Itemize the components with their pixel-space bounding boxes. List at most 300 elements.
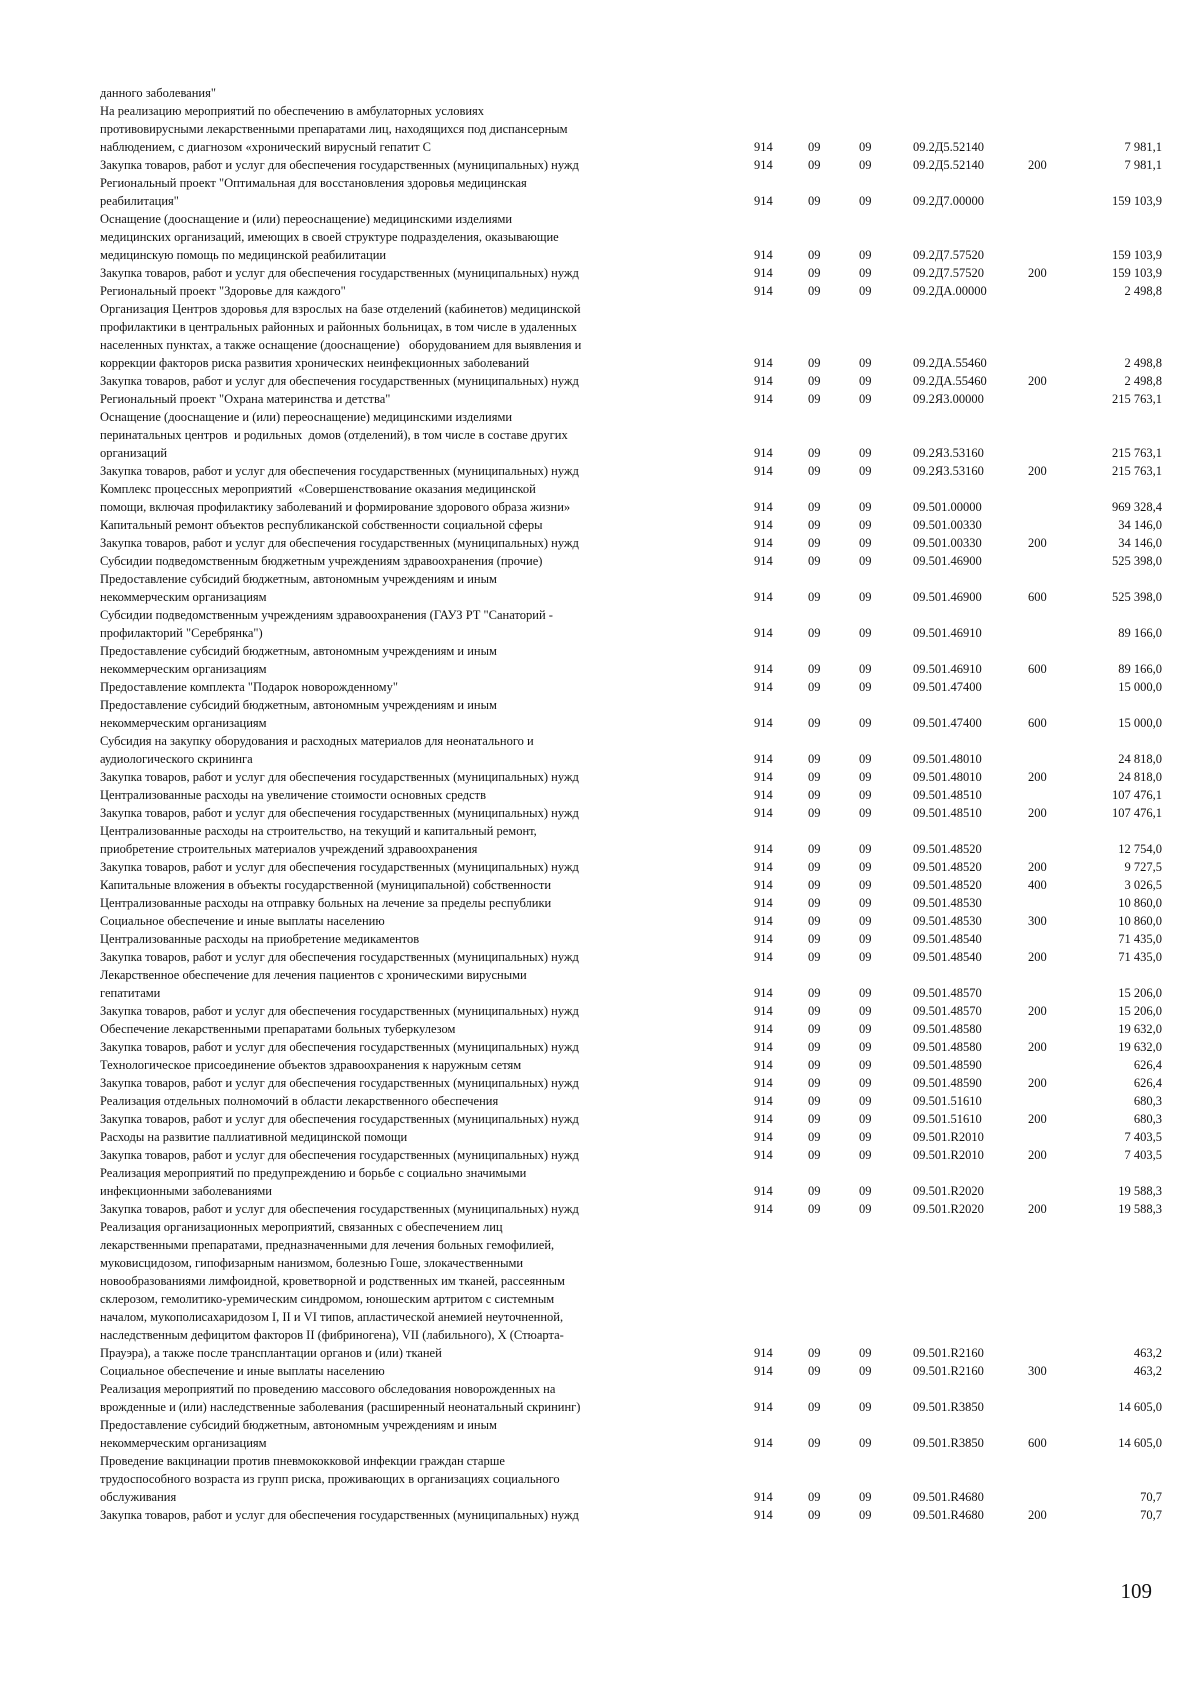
- row-description: Реализация организационных мероприятий, связанных с обеспечением лиц лекарственными препаратами, предназначенными для лечения больных гемофилией, муковисцидозом, гипофизарным нанизмом, болезнью Гоше, злокачественными новообразованиями лимфоидной, кроветворной и родственных им тканей, рассеянным склерозом, гемолитико-уремическим синдромом, юношеским артритом с системным началом, мукополисахаридозом I, II и VI типов, апластической анемией неуточненной, наследственным дефицитом факторов II (фибриногена), VII (лабильного), X (Стюарта- Прауэра), а также после трансплантации органов и (или) тканей: [100, 1220, 565, 1360]
- target-article-code: 09.501.48590: [913, 1076, 982, 1090]
- amount: 626,4: [1133, 1058, 1162, 1072]
- table-row: [0, 1038, 1200, 1056]
- ministry-code: 914: [754, 1346, 773, 1360]
- row-description: Централизованные расходы на приобретение медикаментов: [100, 932, 420, 946]
- row-description: Региональный проект "Охрана материнства и детства": [100, 392, 391, 406]
- table-row: [0, 390, 1200, 408]
- subsection-code: 09: [859, 1202, 872, 1216]
- section-code: 09: [808, 1364, 821, 1378]
- subsection-code: 09: [859, 284, 872, 298]
- amount: 24 818,0: [1118, 752, 1162, 766]
- subsection-code: 09: [859, 194, 872, 208]
- target-article-code: 09.501.48570: [913, 986, 982, 1000]
- subsection-code: 09: [859, 1508, 872, 1522]
- target-article-code: 09.501.48580: [913, 1040, 982, 1054]
- table-row: [0, 462, 1200, 480]
- ministry-code: 914: [754, 266, 773, 280]
- table-row: [0, 1002, 1200, 1020]
- row-description: Предоставление субсидий бюджетным, автономным учреждениям и иным некоммерческим организациям: [100, 572, 497, 604]
- amount: 107 476,1: [1112, 806, 1162, 820]
- ministry-code: 914: [754, 1094, 773, 1108]
- amount: 34 146,0: [1118, 518, 1162, 532]
- table-row: [0, 102, 1200, 156]
- table-row: [0, 1164, 1200, 1200]
- ministry-code: 914: [754, 626, 773, 640]
- amount: 9 727,5: [1124, 860, 1162, 874]
- amount: 215 763,1: [1112, 446, 1162, 460]
- table-row: [0, 1074, 1200, 1092]
- section-code: 09: [808, 770, 821, 784]
- amount: 15 000,0: [1118, 716, 1162, 730]
- amount: 14 605,0: [1118, 1436, 1162, 1450]
- section-code: 09: [808, 752, 821, 766]
- row-description: Лекарственное обеспечение для лечения пациентов с хроническими вирусными гепатитами: [100, 968, 527, 1000]
- target-article-code: 09.501.R2020: [913, 1202, 984, 1216]
- subsection-code: 09: [859, 1130, 872, 1144]
- section-code: 09: [808, 1004, 821, 1018]
- row-description: Закупка товаров, работ и услуг для обеспечения государственных (муниципальных) нужд: [100, 464, 579, 478]
- section-code: 09: [808, 554, 821, 568]
- ministry-code: 914: [754, 932, 773, 946]
- section-code: 09: [808, 878, 821, 892]
- subsection-code: 09: [859, 500, 872, 514]
- row-description: Закупка товаров, работ и услуг для обеспечения государственных (муниципальных) нужд: [100, 1148, 579, 1162]
- expense-type-code: 200: [1028, 374, 1047, 388]
- subsection-code: 09: [859, 914, 872, 928]
- section-code: 09: [808, 806, 821, 820]
- table-row: [0, 156, 1200, 174]
- row-description: Оснащение (дооснащение и (или) переоснащение) медицинскими изделиями перинатальных центров и родильных домов (отделений), в том числе в составе других организаций: [100, 410, 568, 460]
- subsection-code: 09: [859, 518, 872, 532]
- ministry-code: 914: [754, 1112, 773, 1126]
- target-article-code: 09.501.00330: [913, 536, 982, 550]
- table-row: [0, 1506, 1200, 1524]
- ministry-code: 914: [754, 896, 773, 910]
- target-article-code: 09.501.48520: [913, 878, 982, 892]
- amount: 14 605,0: [1118, 1400, 1162, 1414]
- subsection-code: 09: [859, 752, 872, 766]
- amount: 107 476,1: [1112, 788, 1162, 802]
- table-row: [0, 822, 1200, 858]
- amount: 159 103,9: [1112, 194, 1162, 208]
- ministry-code: 914: [754, 680, 773, 694]
- amount: 24 818,0: [1118, 770, 1162, 784]
- expense-type-code: 200: [1028, 1202, 1047, 1216]
- table-row: [0, 1128, 1200, 1146]
- amount: 70,7: [1140, 1508, 1162, 1522]
- table-row: [0, 678, 1200, 696]
- table-row: [0, 264, 1200, 282]
- section-code: 09: [808, 1508, 821, 1522]
- section-code: 09: [808, 626, 821, 640]
- table-row: [0, 1056, 1200, 1074]
- expense-type-code: 200: [1028, 1148, 1047, 1162]
- target-article-code: 09.501.46900: [913, 554, 982, 568]
- target-article-code: 09.501.00000: [913, 500, 982, 514]
- row-description: Реализация мероприятий по проведению массового обследования новорожденных на врожденные и (или) наследственные заболевания (расширенный неонатальный скрининг): [100, 1382, 581, 1414]
- subsection-code: 09: [859, 158, 872, 172]
- table-row: [0, 1146, 1200, 1164]
- section-code: 09: [808, 356, 821, 370]
- target-article-code: 09.2Я3.53160: [913, 446, 984, 460]
- amount: 71 435,0: [1118, 950, 1162, 964]
- ministry-code: 914: [754, 1508, 773, 1522]
- amount: 19 632,0: [1118, 1022, 1162, 1036]
- ministry-code: 914: [754, 1436, 773, 1450]
- ministry-code: 914: [754, 662, 773, 676]
- target-article-code: 09.501.R4680: [913, 1508, 984, 1522]
- ministry-code: 914: [754, 392, 773, 406]
- target-article-code: 09.2ДА.00000: [913, 284, 987, 298]
- amount: 89 166,0: [1118, 626, 1162, 640]
- row-description: Реализация мероприятий по предупреждению и борьбе с социально значимыми инфекционными заболеваниями: [100, 1166, 527, 1198]
- target-article-code: 09.2Д5.52140: [913, 140, 985, 154]
- row-description: Закупка товаров, работ и услуг для обеспечения государственных (муниципальных) нужд: [100, 1202, 579, 1216]
- table-row: [0, 1092, 1200, 1110]
- subsection-code: 09: [859, 464, 872, 478]
- subsection-code: 09: [859, 770, 872, 784]
- section-code: 09: [808, 194, 821, 208]
- ministry-code: 914: [754, 860, 773, 874]
- subsection-code: 09: [859, 536, 872, 550]
- subsection-code: 09: [859, 554, 872, 568]
- row-description: На реализацию мероприятий по обеспечению в амбулаторных условиях противовирусными лекарственными препаратами лиц, находящихся под диспансерным наблюдением, с диагнозом «хронический вирусный гепатит С: [100, 104, 568, 154]
- expense-type-code: 200: [1028, 1112, 1047, 1126]
- ministry-code: 914: [754, 1364, 773, 1378]
- section-code: 09: [808, 1076, 821, 1090]
- target-article-code: 09.2Д7.00000: [913, 194, 985, 208]
- ministry-code: 914: [754, 356, 773, 370]
- ministry-code: 914: [754, 1076, 773, 1090]
- expense-type-code: 300: [1028, 1364, 1047, 1378]
- expense-type-code: 200: [1028, 1076, 1047, 1090]
- target-article-code: 09.501.48010: [913, 752, 982, 766]
- ministry-code: 914: [754, 464, 773, 478]
- table-row: [0, 804, 1200, 822]
- table-row: [0, 552, 1200, 570]
- row-description: Закупка товаров, работ и услуг для обеспечения государственных (муниципальных) нужд: [100, 1040, 579, 1054]
- expense-type-code: 200: [1028, 464, 1047, 478]
- row-description: Предоставление субсидий бюджетным, автономным учреждениям и иным некоммерческим организациям: [100, 698, 497, 730]
- row-description: Оснащение (дооснащение и (или) переоснащение) медицинскими изделиями медицинских организаций, имеющих в своей структуре подразделения, оказывающие медицинскую помощь по медицинской реабилитации: [100, 212, 559, 262]
- table-row: [0, 1380, 1200, 1416]
- amount: 70,7: [1140, 1490, 1162, 1504]
- page-number: 109: [1120, 1579, 1152, 1603]
- table-row: [0, 1110, 1200, 1128]
- budget-table: [0, 84, 1200, 1524]
- ministry-code: 914: [754, 788, 773, 802]
- subsection-code: 09: [859, 374, 872, 388]
- subsection-code: 09: [859, 140, 872, 154]
- section-code: 09: [808, 140, 821, 154]
- subsection-code: 09: [859, 248, 872, 262]
- ministry-code: 914: [754, 878, 773, 892]
- target-article-code: 09.501.R2010: [913, 1130, 984, 1144]
- ministry-code: 914: [754, 716, 773, 730]
- ministry-code: 914: [754, 806, 773, 820]
- expense-type-code: 200: [1028, 770, 1047, 784]
- target-article-code: 09.501.R3850: [913, 1400, 984, 1414]
- table-row: [0, 516, 1200, 534]
- expense-type-code: 200: [1028, 1508, 1047, 1522]
- section-code: 09: [808, 1022, 821, 1036]
- section-code: 09: [808, 788, 821, 802]
- ministry-code: 914: [754, 1040, 773, 1054]
- subsection-code: 09: [859, 1364, 872, 1378]
- row-description: Расходы на развитие паллиативной медицинской помощи: [100, 1130, 408, 1144]
- target-article-code: 09.501.R2160: [913, 1364, 984, 1378]
- ministry-code: 914: [754, 1184, 773, 1198]
- table-row: [0, 84, 1200, 102]
- ministry-code: 914: [754, 518, 773, 532]
- table-row: [0, 876, 1200, 894]
- amount: 2 498,8: [1124, 356, 1162, 370]
- section-code: 09: [808, 716, 821, 730]
- section-code: 09: [808, 1490, 821, 1504]
- ministry-code: 914: [754, 1202, 773, 1216]
- table-row: [0, 282, 1200, 300]
- row-description: Социальное обеспечение и иные выплаты населению: [100, 914, 385, 928]
- row-description: Социальное обеспечение и иные выплаты населению: [100, 1364, 385, 1378]
- row-description: Закупка товаров, работ и услуг для обеспечения государственных (муниципальных) нужд: [100, 806, 579, 820]
- target-article-code: 09.501.48520: [913, 842, 982, 856]
- table-row: [0, 372, 1200, 390]
- target-article-code: 09.501.R2160: [913, 1346, 984, 1360]
- ministry-code: 914: [754, 194, 773, 208]
- section-code: 09: [808, 500, 821, 514]
- row-description: Реализация отдельных полномочий в области лекарственного обеспечения: [100, 1094, 499, 1108]
- expense-type-code: 600: [1028, 590, 1047, 604]
- target-article-code: 09.2Я3.00000: [913, 392, 984, 406]
- section-code: 09: [808, 842, 821, 856]
- ministry-code: 914: [754, 554, 773, 568]
- amount: 15 206,0: [1118, 986, 1162, 1000]
- row-description: Закупка товаров, работ и услуг для обеспечения государственных (муниципальных) нужд: [100, 770, 579, 784]
- ministry-code: 914: [754, 914, 773, 928]
- target-article-code: 09.2ДА.55460: [913, 356, 987, 370]
- row-description: Закупка товаров, работ и услуг для обеспечения государственных (муниципальных) нужд: [100, 950, 579, 964]
- table-row: [0, 732, 1200, 768]
- row-description: Закупка товаров, работ и услуг для обеспечения государственных (муниципальных) нужд: [100, 536, 579, 550]
- amount: 10 860,0: [1118, 896, 1162, 910]
- section-code: 09: [808, 1040, 821, 1054]
- section-code: 09: [808, 590, 821, 604]
- amount: 7 403,5: [1124, 1148, 1162, 1162]
- amount: 159 103,9: [1112, 248, 1162, 262]
- expense-type-code: 200: [1028, 536, 1047, 550]
- section-code: 09: [808, 986, 821, 1000]
- amount: 19 588,3: [1118, 1184, 1162, 1198]
- subsection-code: 09: [859, 932, 872, 946]
- table-row: [0, 606, 1200, 642]
- table-row: [0, 1452, 1200, 1506]
- target-article-code: 09.501.51610: [913, 1094, 982, 1108]
- row-description: Централизованные расходы на строительство, на текущий и капитальный ремонт, приобретение строительных материалов учреждений здравоохранения: [100, 824, 537, 856]
- subsection-code: 09: [859, 1490, 872, 1504]
- target-article-code: 09.501.48590: [913, 1058, 982, 1072]
- target-article-code: 09.501.R4680: [913, 1490, 984, 1504]
- subsection-code: 09: [859, 1094, 872, 1108]
- ministry-code: 914: [754, 986, 773, 1000]
- target-article-code: 09.501.51610: [913, 1112, 982, 1126]
- table-row: [0, 1362, 1200, 1380]
- amount: 19 588,3: [1118, 1202, 1162, 1216]
- ministry-code: 914: [754, 284, 773, 298]
- row-description: Комплекс процессных мероприятий «Совершенствование оказания медицинской помощи, включая профилактику заболеваний и формирование здорового образа жизни»: [100, 482, 571, 514]
- target-article-code: 09.501.48540: [913, 932, 982, 946]
- amount: 969 328,4: [1112, 500, 1162, 514]
- subsection-code: 09: [859, 878, 872, 892]
- target-article-code: 09.2Д7.57520: [913, 266, 985, 280]
- table-row: [0, 1020, 1200, 1038]
- ministry-code: 914: [754, 1058, 773, 1072]
- subsection-code: 09: [859, 1058, 872, 1072]
- amount: 215 763,1: [1112, 392, 1162, 406]
- section-code: 09: [808, 1346, 821, 1360]
- ministry-code: 914: [754, 446, 773, 460]
- expense-type-code: 600: [1028, 716, 1047, 730]
- subsection-code: 09: [859, 1436, 872, 1450]
- section-code: 09: [808, 518, 821, 532]
- subsection-code: 09: [859, 716, 872, 730]
- section-code: 09: [808, 392, 821, 406]
- table-row: [0, 858, 1200, 876]
- amount: 463,2: [1133, 1364, 1162, 1378]
- target-article-code: 09.501.47400: [913, 680, 982, 694]
- subsection-code: 09: [859, 986, 872, 1000]
- subsection-code: 09: [859, 1346, 872, 1360]
- section-code: 09: [808, 1436, 821, 1450]
- section-code: 09: [808, 284, 821, 298]
- target-article-code: 09.501.R2020: [913, 1184, 984, 1198]
- section-code: 09: [808, 932, 821, 946]
- subsection-code: 09: [859, 896, 872, 910]
- ministry-code: 914: [754, 752, 773, 766]
- row-description: Технологическое присоединение объектов здравоохранения к наружным сетям: [100, 1058, 522, 1072]
- table-row: [0, 948, 1200, 966]
- table-row: [0, 786, 1200, 804]
- subsection-code: 09: [859, 1184, 872, 1198]
- subsection-code: 09: [859, 860, 872, 874]
- section-code: 09: [808, 896, 821, 910]
- amount: 10 860,0: [1118, 914, 1162, 928]
- table-row: [0, 174, 1200, 210]
- ministry-code: 914: [754, 158, 773, 172]
- subsection-code: 09: [859, 806, 872, 820]
- row-description: Закупка товаров, работ и услуг для обеспечения государственных (муниципальных) нужд: [100, 1112, 579, 1126]
- ministry-code: 914: [754, 1004, 773, 1018]
- row-description: Закупка товаров, работ и услуг для обеспечения государственных (муниципальных) нужд: [100, 1076, 579, 1090]
- target-article-code: 09.501.48530: [913, 914, 982, 928]
- target-article-code: 09.501.R2010: [913, 1148, 984, 1162]
- ministry-code: 914: [754, 1490, 773, 1504]
- row-description: Закупка товаров, работ и услуг для обеспечения государственных (муниципальных) нужд: [100, 1004, 579, 1018]
- row-description: Закупка товаров, работ и услуг для обеспечения государственных (муниципальных) нужд: [100, 860, 579, 874]
- section-code: 09: [808, 680, 821, 694]
- target-article-code: 09.2Д5.52140: [913, 158, 985, 172]
- target-article-code: 09.501.R3850: [913, 1436, 984, 1450]
- subsection-code: 09: [859, 1400, 872, 1414]
- section-code: 09: [808, 1094, 821, 1108]
- expense-type-code: 600: [1028, 662, 1047, 676]
- ministry-code: 914: [754, 770, 773, 784]
- table-row: [0, 408, 1200, 462]
- subsection-code: 09: [859, 1040, 872, 1054]
- ministry-code: 914: [754, 248, 773, 262]
- subsection-code: 09: [859, 1004, 872, 1018]
- table-row: [0, 534, 1200, 552]
- subsection-code: 09: [859, 1148, 872, 1162]
- target-article-code: 09.501.48540: [913, 950, 982, 964]
- subsection-code: 09: [859, 842, 872, 856]
- amount: 525 398,0: [1112, 554, 1162, 568]
- ministry-code: 914: [754, 590, 773, 604]
- table-row: [0, 912, 1200, 930]
- row-description: Предоставление субсидий бюджетным, автономным учреждениям и иным некоммерческим организациям: [100, 1418, 497, 1450]
- target-article-code: 09.501.48510: [913, 806, 982, 820]
- expense-type-code: 200: [1028, 1004, 1047, 1018]
- amount: 680,3: [1133, 1094, 1162, 1108]
- table-row: [0, 930, 1200, 948]
- row-description: Закупка товаров, работ и услуг для обеспечения государственных (муниципальных) нужд: [100, 158, 579, 172]
- target-article-code: 09.501.46900: [913, 590, 982, 604]
- amount: 12 754,0: [1118, 842, 1162, 856]
- ministry-code: 914: [754, 1148, 773, 1162]
- section-code: 09: [808, 1112, 821, 1126]
- amount: 19 632,0: [1118, 1040, 1162, 1054]
- table-row: [0, 300, 1200, 372]
- table-row: [0, 768, 1200, 786]
- row-description: Обеспечение лекарственными препаратами больных туберкулезом: [100, 1022, 456, 1036]
- section-code: 09: [808, 536, 821, 550]
- ministry-code: 914: [754, 374, 773, 388]
- subsection-code: 09: [859, 266, 872, 280]
- row-description: Предоставление комплекта "Подарок новорожденному": [100, 680, 398, 694]
- amount: 680,3: [1133, 1112, 1162, 1126]
- section-code: 09: [808, 1058, 821, 1072]
- target-article-code: 09.501.48580: [913, 1022, 982, 1036]
- table-row: [0, 570, 1200, 606]
- table-row: [0, 696, 1200, 732]
- table-row: [0, 894, 1200, 912]
- amount: 626,4: [1133, 1076, 1162, 1090]
- amount: 7 981,1: [1124, 140, 1162, 154]
- section-code: 09: [808, 464, 821, 478]
- target-article-code: 09.501.48570: [913, 1004, 982, 1018]
- row-description: Капитальные вложения в объекты государственной (муниципальной) собственности: [100, 878, 552, 892]
- section-code: 09: [808, 662, 821, 676]
- table-row: [0, 966, 1200, 1002]
- table-row: [0, 1200, 1200, 1218]
- section-code: 09: [808, 158, 821, 172]
- amount: 15 000,0: [1118, 680, 1162, 694]
- expense-type-code: 600: [1028, 1436, 1047, 1450]
- target-article-code: 09.2Я3.53160: [913, 464, 984, 478]
- ministry-code: 914: [754, 1130, 773, 1144]
- row-description: Централизованные расходы на отправку больных на лечение за пределы республики: [100, 896, 552, 910]
- amount: 34 146,0: [1118, 536, 1162, 550]
- target-article-code: 09.501.48530: [913, 896, 982, 910]
- target-article-code: 09.501.46910: [913, 662, 982, 676]
- subsection-code: 09: [859, 680, 872, 694]
- target-article-code: 09.501.00330: [913, 518, 982, 532]
- row-description: Организация Центров здоровья для взрослых на базе отделений (кабинетов) медицинской профилактики в центральных районных и районных больницах, в том числе в удаленных населенных пунктах, а также оснащение (дооснащение) оборудованием для выявления и коррекции факторов риска развития хронических неинфекционных заболеваний: [100, 302, 582, 370]
- ministry-code: 914: [754, 842, 773, 856]
- row-description: Субсидия на закупку оборудования и расходных материалов для неонатального и аудиологического скрининга: [100, 734, 534, 766]
- amount: 159 103,9: [1112, 266, 1162, 280]
- ministry-code: 914: [754, 140, 773, 154]
- ministry-code: 914: [754, 500, 773, 514]
